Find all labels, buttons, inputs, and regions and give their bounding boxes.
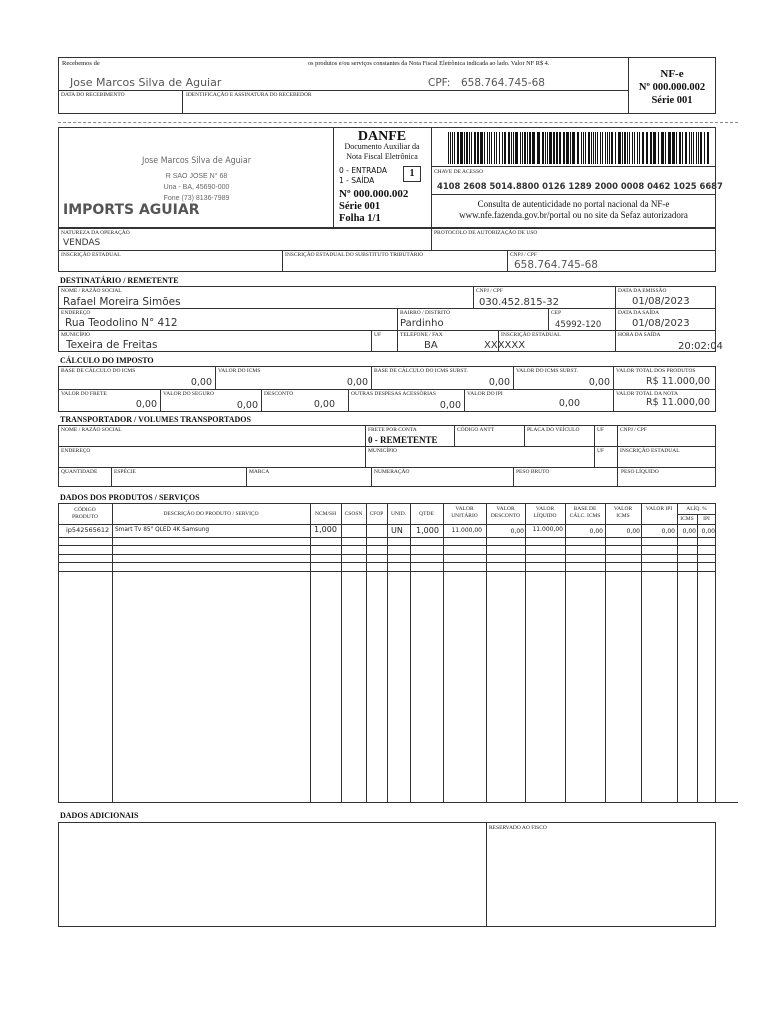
emitente-city: Una - BA, 45690-000 (163, 184, 230, 191)
produtos-bottom-extension (716, 802, 738, 803)
transportador-section: TRANSPORTADOR / VOLUMES TRANSPORTADOS (60, 415, 251, 424)
transp-frete: 0 - REMETENTE (368, 435, 438, 445)
dest-fone: XXXXXX (484, 340, 526, 351)
item-desconto: 0,00 (510, 528, 524, 535)
seguro-label: VALOR DO SEGURO (163, 391, 214, 397)
dest-cnpj-label: CNPJ / CPF (476, 288, 503, 294)
dest-endereco: Rua Teodolino N° 412 (65, 317, 178, 329)
consulta-line1: Consulta de autenticidade no portal nacional da NF-e (477, 199, 670, 209)
data-recebimento-label: DATA DO RECEBIMENTO (61, 92, 125, 98)
item-icms: 0,00 (626, 528, 640, 535)
dest-uf-label: UF (374, 332, 382, 338)
h-base: BASE DE CÁLC. ICMS (569, 506, 601, 519)
canhoto-statement: os produtos e/ou serviços constantes da Nota Fiscal Eletrônica indicada ao lado. Valor NF R$ 4. (308, 60, 550, 67)
nfe-label: NF-e (660, 68, 684, 80)
protocolo-label: PROTOCOLO DE AUTORIZAÇÃO DE USO (434, 230, 538, 236)
dest-emissao: 01/08/2023 (632, 296, 690, 307)
nfe-serie: Série 001 (651, 95, 693, 106)
nfe-number: Nº 000.000.002 (638, 82, 706, 93)
valor-st-label: VALOR DO ICMS SUBST. (516, 368, 578, 374)
base-icms: 0,00 (190, 377, 212, 388)
dest-saida: 01/08/2023 (632, 318, 690, 329)
h-aliq: ALÍQ. % (686, 506, 707, 512)
h-aliq-ipi: IPI (703, 516, 710, 522)
imposto-section: CÁLCULO DO IMPOSTO (60, 356, 154, 365)
emitente-phone: Fone (73) 8136-7989 (163, 195, 230, 202)
cut-line (58, 122, 738, 123)
item-qtde: 1,000 (416, 526, 439, 535)
destinatario-section: DESTINATÁRIO / REMETENTE (60, 276, 179, 285)
emitente-address: R SAO JOSE N° 68 (165, 173, 228, 180)
item-descricao: Smart Tv 85" QLED 4K Samsung (115, 527, 210, 533)
transp-peso-bruto-label: PESO BRUTO (516, 469, 550, 475)
cnpj-emitente-value: 658.764.745-68 (514, 259, 598, 271)
valor-icms-label: VALOR DO ICMS (218, 368, 261, 374)
valor-icms: 0,00 (346, 377, 368, 388)
dest-saida-label: DATA DA SAÍDA (618, 310, 660, 316)
receiver-name: Jose Marcos Silva de Aguiar (70, 76, 222, 89)
h-qtde: QTDE (419, 511, 434, 517)
dest-emissao-label: DATA DA EMISSÃO (618, 288, 667, 294)
cnpj-emitente-label: CNPJ / CPF (510, 252, 537, 258)
total-produtos: R$ 11.000,00 (645, 376, 710, 387)
ipi-label: VALOR DO IPI (467, 391, 503, 397)
barcode (448, 132, 712, 164)
h-descricao: DESCRIÇÃO DO PRODUTO / SERVIÇO (163, 511, 259, 517)
frete-label: VALOR DO FRETE (61, 391, 107, 397)
base-icms-label: BASE DE CÁLCULO DO ICMS (61, 368, 136, 374)
produtos-section: DADOS DOS PRODUTOS / SERVIÇOS (60, 493, 200, 502)
transp-antt-label: CÓDIGO ANTT (457, 427, 495, 433)
transp-endereco-label: ENDEREÇO (61, 448, 91, 454)
dest-uf: BA (424, 340, 438, 351)
item-ncm: 1,000 (314, 525, 337, 534)
danfe-subtitle2: Nota Fiscal Eletrônica (346, 152, 418, 161)
transp-cnpj-label: CNPJ / CPF (620, 427, 647, 433)
item-aliq-icms: 0,00 (682, 528, 696, 535)
transp-quantidade-label: QUANTIDADE (61, 469, 98, 475)
item-aliq-ipi: 0,00 (701, 528, 715, 535)
chave-acesso: 4108 2608 5014.8800 0126 1289 2000 0008 0462 1025 6687 (437, 181, 723, 191)
h-csosn: CSOSN (344, 511, 363, 517)
h-aliq-icms: ICMS (680, 516, 694, 522)
outras-label: OUTRAS DESPESAS ACESSÓRIAS (351, 391, 436, 397)
transp-ie-label: INSCRIÇÃO ESTADUAL (620, 448, 680, 454)
item-unitario: 11.000,00 (451, 527, 482, 534)
danfe-title: DANFE (357, 129, 407, 144)
danfe-serie: Série 001 (339, 201, 381, 212)
h-desconto: VALOR DESCONTO (490, 506, 521, 519)
ie-label: INSCRIÇÃO ESTADUAL (61, 252, 121, 258)
h-ipi: VALOR IPI (645, 506, 673, 512)
h-ncm: NCM/SH (314, 511, 337, 517)
danfe-folha: Folha 1/1 (339, 213, 381, 224)
desconto-label: DESCONTO (264, 391, 294, 397)
h-unitario: VALOR UNITÁRIO (451, 506, 478, 519)
ie-st-label: INSCRIÇÃO ESTADUAL DO SUBSTITUTO TRIBUTÁRIO (285, 252, 424, 258)
cpf-value: 658.764.745-68 (461, 77, 545, 89)
ipi: 0,00 (558, 398, 580, 409)
dest-ie-label: INSCRIÇÃO ESTADUAL (501, 332, 561, 338)
natureza-label: NATUREZA DA OPERAÇÃO (61, 230, 130, 236)
dest-hora-label: HORA DA SAÍDA (618, 332, 661, 338)
dest-bairro-label: BAIRRO / DISTRITO (400, 310, 451, 316)
total-nota-label: VALOR TOTAL DA NOTA (616, 391, 679, 397)
dest-fone-label: TELEFONE / FAX (400, 332, 443, 338)
base-st: 0,00 (488, 377, 510, 388)
dest-nome: Rafael Moreira Simões (63, 296, 181, 308)
danfe-subtitle1: Documento Auxiliar da (344, 142, 420, 151)
consulta-line2: www.nfe.fazenda.gov.br/portal ou no site da Sefaz autorizadora (459, 210, 688, 220)
reservado-label: RESERVADO AO FISCO (489, 825, 547, 831)
transp-peso-liquido-label: PESO LÍQUIDO (621, 469, 659, 475)
transp-numeracao-label: NUMERAÇÃO (374, 469, 410, 475)
emitente-trade-name: IMPORTS AGUIAR (63, 202, 200, 218)
item-codigo: ip542565612 (66, 526, 110, 534)
base-st-label: BASE DE CÁLCULO DO ICMS SUBST. (374, 368, 468, 374)
transp-uf2-label: UF (597, 448, 605, 454)
adicionais-section: DADOS ADICIONAIS (60, 811, 139, 820)
valor-st: 0,00 (588, 377, 610, 388)
transp-frete-label: FRETE POR CONTA (368, 427, 417, 433)
emitente-name: Jose Marcos Silva de Aguiar (141, 156, 251, 166)
dest-endereco-label: ENDEREÇO (61, 310, 91, 316)
item-liquido: 11.000,00 (532, 526, 563, 533)
seguro: 0,00 (236, 400, 258, 411)
natureza-value: VENDAS (63, 238, 101, 248)
transp-especie-label: ESPÉCIE (114, 469, 136, 475)
outras: 0,00 (439, 400, 461, 411)
transp-municipio-label: MUNICÍPIO (368, 448, 398, 454)
h-icms: VALOR ICMS (613, 506, 633, 519)
dest-nome-label: NOME / RAZÃO SOCIAL (61, 288, 122, 294)
item-unid: UN (391, 526, 403, 535)
chave-label: CHAVE DE ACESSO (434, 169, 484, 175)
total-produtos-label: VALOR TOTAL DOS PRODUTOS (616, 368, 696, 374)
identificacao-label: IDENTIFICAÇÃO E ASSINATURA DO RECEBEDOR (186, 92, 312, 98)
h-liquido: VALOR LÍQUIDO (533, 506, 557, 519)
transp-placa-label: PLACA DO VEÍCULO (527, 427, 580, 433)
dest-hora: 20:02:04 (678, 341, 723, 352)
dest-municipio-label: MUNICÍPIO (61, 332, 91, 338)
transp-nome-label: NOME / RAZÃO SOCIAL (61, 427, 122, 433)
dest-bairro: Pardinho (400, 318, 444, 329)
danfe-entrada: 0 - ENTRADA (339, 166, 387, 175)
frete: 0,00 (135, 399, 157, 410)
danfe-tipo: 1 (409, 168, 415, 179)
transp-uf-label: UF (597, 427, 605, 433)
transp-marca-label: MARCA (249, 469, 270, 475)
dest-cep: 45992-120 (555, 320, 602, 330)
total-nota: R$ 11.000,00 (645, 397, 710, 408)
item-base: 0,00 (589, 528, 603, 535)
adicionais-box (58, 822, 716, 927)
item-ipi: 0,00 (661, 528, 675, 535)
dest-municipio: Texeira de Freitas (66, 339, 158, 351)
recebemos-label: Recebemos de (62, 60, 100, 67)
h-unid: UNID. (390, 511, 407, 517)
danfe-saida: 1 - SAÍDA (339, 176, 375, 185)
dest-cep-label: CEP (551, 310, 562, 316)
desconto: 0,00 (313, 399, 335, 410)
cpf-label: CPF: (428, 77, 451, 89)
dest-cnpj: 030.452.815-32 (479, 297, 559, 308)
h-codigo: CÓDIGO PRODUTO (72, 507, 98, 520)
h-cfop: CFOP (369, 511, 384, 517)
danfe-numero: Nº 000.000.002 (339, 188, 409, 200)
